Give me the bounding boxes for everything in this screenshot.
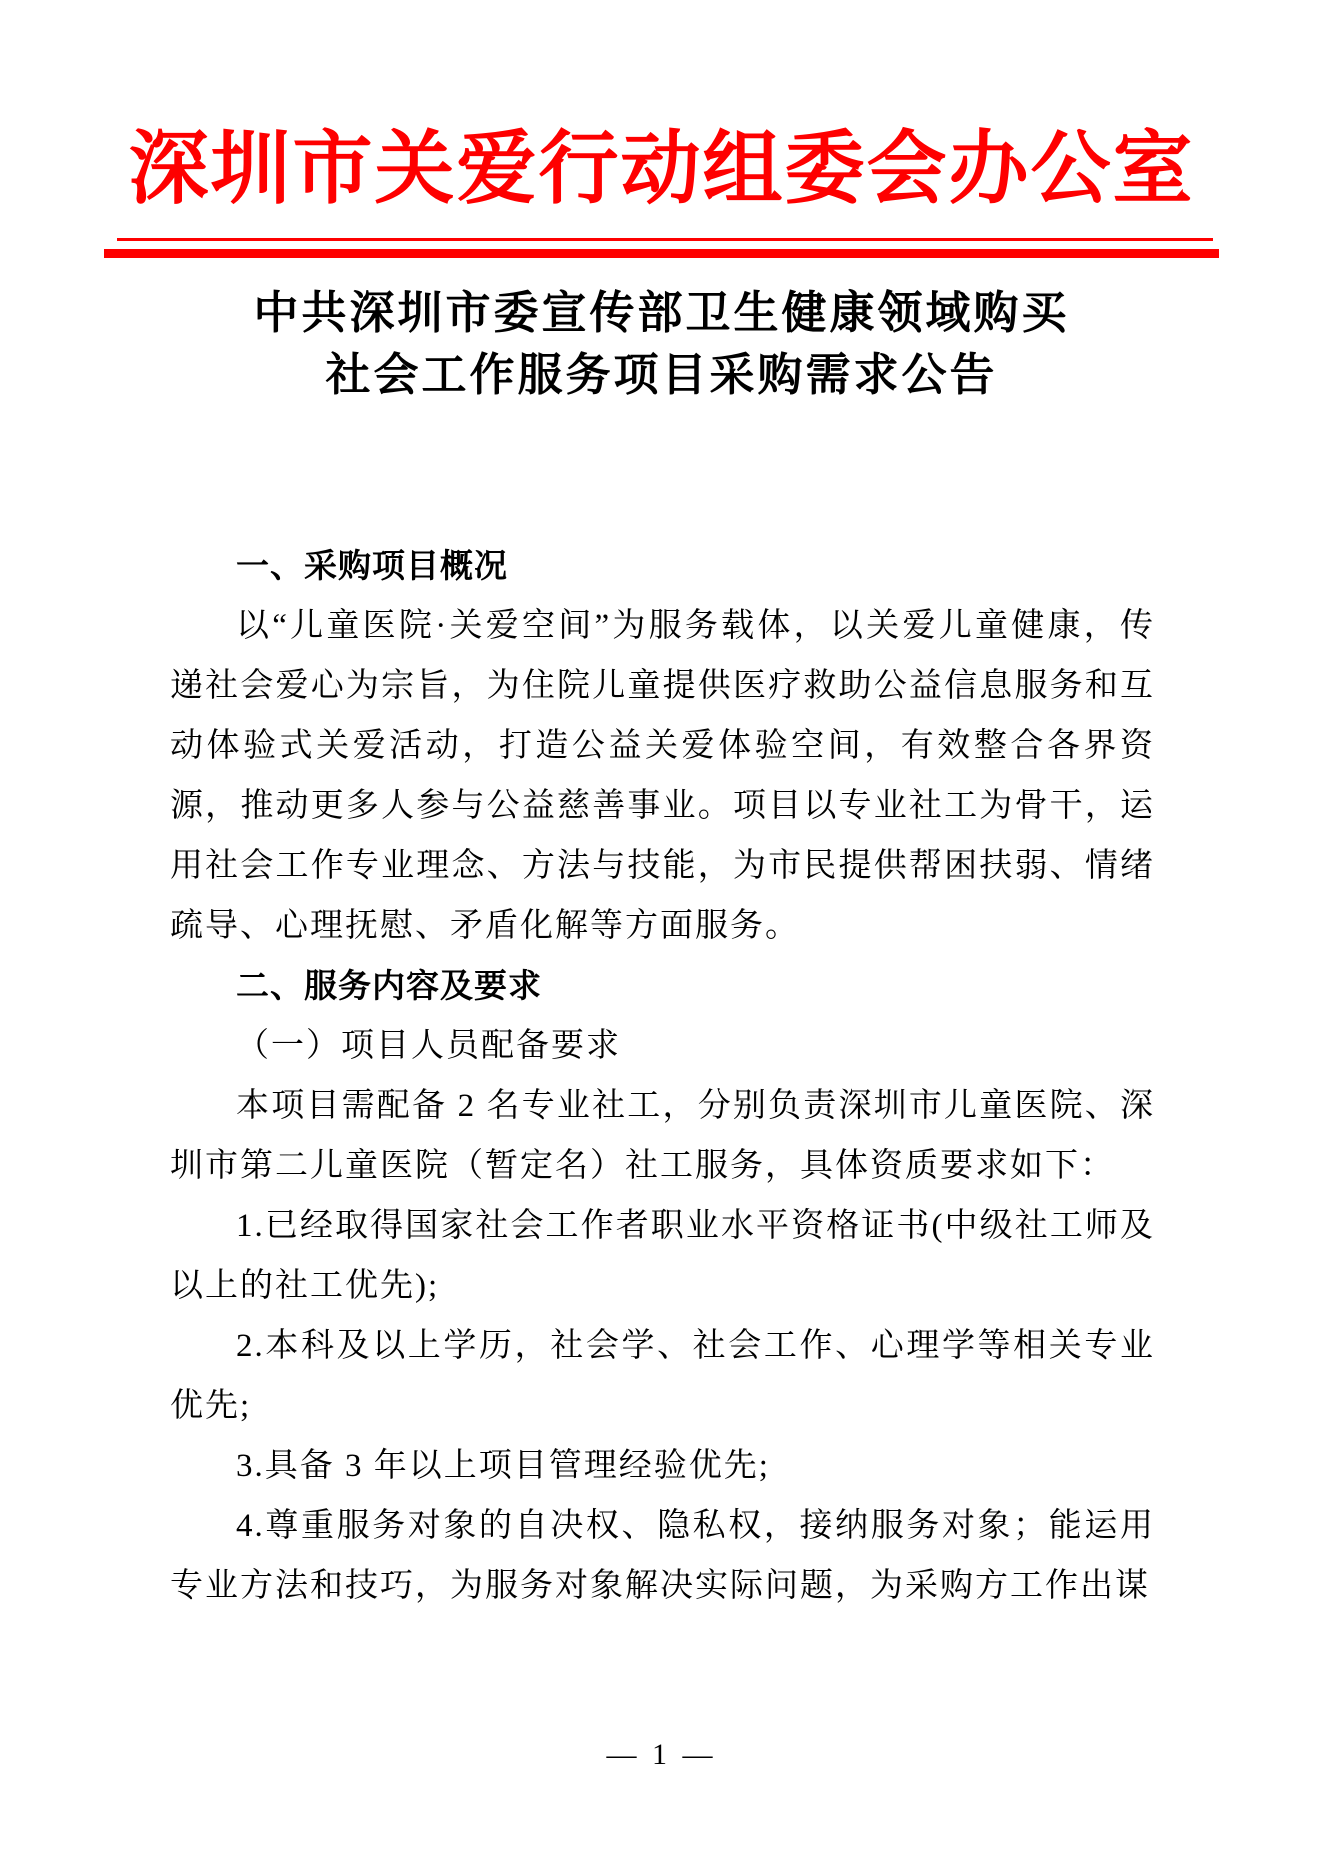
paragraph: 以“儿童医院·关爱空间”为服务载体，以关爱儿童健康，传递社会爱心为宗旨，为住院儿童提供医疗救助公益信息服务和互动体验式关爱活动，打造公益关爱体验空间，有效整合各界资源，推动更多人参与公益慈善事业。项目以专业社工为骨干，运用社会工作专业理念、方法与技能，为市民提供帮困扶弱、情绪疏导、心理抚慰、矛盾化解等方面服务。 [170, 608, 1155, 944]
document-title-line1: 中共深圳市委宣传部卫生健康领域购买 [253, 288, 1070, 338]
letterhead-rule-thin [117, 238, 1213, 241]
paragraph: 4.尊重服务对象的自决权、隐私权，接纳服务对象；能运用专业方法和技巧，为服务对象解决实际问题，为采购方工作出谋 [170, 1508, 1155, 1604]
letterhead-rule-thick [104, 249, 1219, 258]
content-blocks [170, 536, 1155, 1616]
section-heading: 一、采购项目概况 [236, 547, 508, 584]
document-title-line2: 社会工作服务项目采购需求公告 [325, 350, 998, 400]
paragraph: 本项目需配备 2 名专业社工，分别负责深圳市儿童医院、深圳市第二儿童医院（暂定名）社工服务，具体资质要求如下： [170, 1088, 1155, 1184]
document-title [0, 282, 1323, 406]
paragraph: 3.具备 3 年以上项目管理经验优先; [236, 1448, 770, 1484]
letterhead-title: 深圳市关爱行动组委会办公室 [128, 126, 1195, 214]
subsection-heading: （一）项目人员配备要求 [236, 1028, 621, 1064]
paragraph: 2.本科及以上学历，社会学、社会工作、心理学等相关专业优先; [170, 1328, 1155, 1424]
page-number: — 1 — [606, 1738, 717, 1771]
section-heading: 二、服务内容及要求 [236, 967, 542, 1004]
paragraph: 1.已经取得国家社会工作者职业水平资格证书(中级社工师及以上的社工优先); [170, 1208, 1155, 1304]
